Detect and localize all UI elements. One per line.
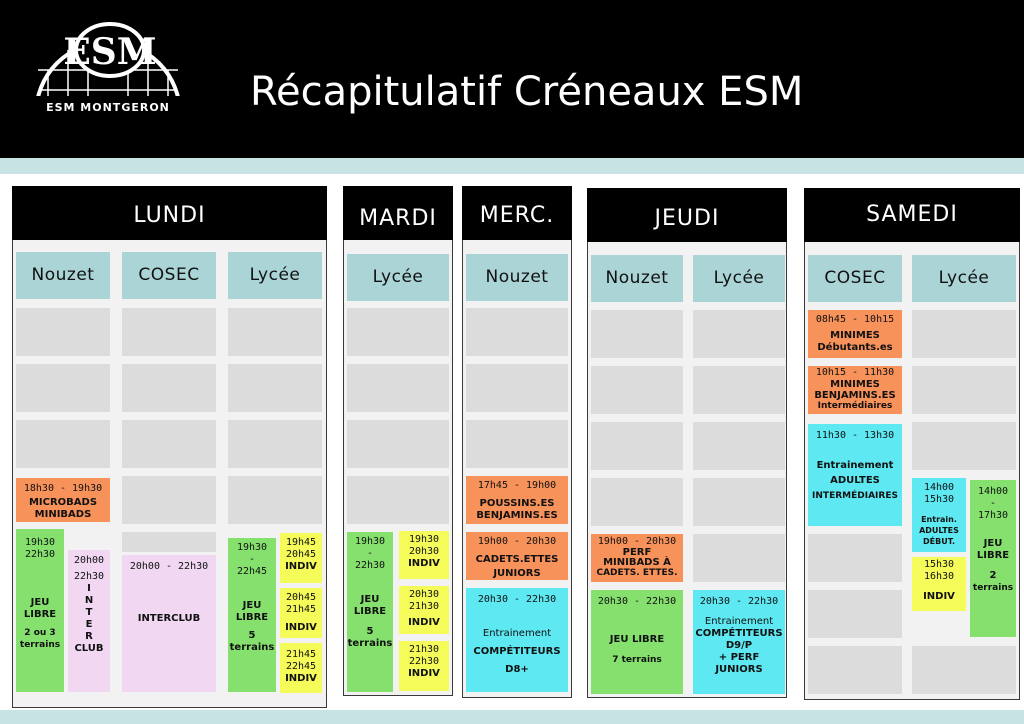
- empty-cell: [808, 590, 902, 638]
- slot-label: ADULTES: [830, 475, 880, 486]
- empty-cell: [808, 646, 902, 694]
- empty-cell: [591, 478, 683, 526]
- slot-mardi-indiv-2: [399, 586, 449, 634]
- slot-label: CADETS.ETTES: [475, 554, 559, 565]
- slot-time: 11h30 - 13h30: [815, 430, 895, 441]
- slot-time: 15h30: [923, 494, 955, 505]
- slot-lundi-jeu-libre: [16, 529, 64, 692]
- slot-merc-competiteurs: [466, 588, 568, 692]
- slot-label: CLUB: [74, 643, 104, 654]
- slot-time: 18h30 - 19h30: [23, 483, 103, 494]
- club-logo: [28, 10, 188, 122]
- slot-label: INDIV: [408, 668, 440, 679]
- slot-time: 20h30: [408, 546, 440, 557]
- slot-mardi-indiv-1: [399, 531, 449, 579]
- slot-label: Entrain.: [921, 515, 957, 524]
- empty-cell: [693, 366, 785, 414]
- slot-label: CADETS. ETTES.: [596, 568, 678, 578]
- slot-label: COMPÉTITEURS: [695, 628, 783, 639]
- slot-label: terrains: [19, 640, 61, 650]
- slot-label: ADULTES: [919, 526, 959, 535]
- empty-cell: [466, 420, 568, 468]
- slot-time: 21h30: [408, 644, 440, 655]
- empty-cell: [122, 532, 216, 552]
- slot-label: Entrainement: [704, 616, 774, 627]
- slot-label: BENJAMINS.ES: [476, 510, 558, 521]
- slot-time: -: [248, 554, 256, 565]
- slot-label: 2 ou 3: [24, 628, 56, 638]
- col-header-lycee: Lycée: [347, 254, 449, 301]
- footer-divider: [0, 710, 1024, 724]
- empty-cell: [466, 364, 568, 412]
- slot-merc-poussins: [466, 476, 568, 524]
- slot-time: 22h30: [408, 656, 440, 667]
- slot-label: 5: [248, 630, 256, 641]
- slot-label: JUNIORS: [715, 664, 763, 675]
- empty-cell: [591, 366, 683, 414]
- slot-label: LIBRE: [976, 550, 1010, 561]
- slot-time: 20h00 - 22h30: [129, 561, 209, 572]
- empty-cell: [693, 534, 785, 582]
- empty-cell: [122, 308, 216, 356]
- slot-time: 19h45: [285, 537, 317, 548]
- slot-time: -: [989, 498, 997, 509]
- slot-label: MICROBADS: [28, 497, 98, 508]
- empty-cell: [347, 420, 449, 468]
- slot-samedi-indiv: [912, 557, 966, 611]
- slot-label: D9/P: [725, 640, 753, 651]
- slot-lundi-cosec-interclub: [122, 555, 216, 692]
- slot-jeudi-perf: [591, 534, 683, 582]
- col-header-lycee: Lycée: [912, 255, 1016, 302]
- slot-label: LIBRE: [23, 609, 57, 620]
- slot-label: + PERF: [718, 652, 760, 663]
- slot-label: 2: [989, 570, 997, 581]
- slot-time: 20h00: [73, 555, 105, 566]
- empty-cell: [591, 422, 683, 470]
- slot-label: JUNIORS: [493, 568, 541, 579]
- slot-time: 19h30: [24, 537, 56, 548]
- slot-microbads: [16, 478, 110, 522]
- slot-lundi-indiv-1: [280, 533, 322, 583]
- slot-time: 15h30: [923, 559, 955, 570]
- slot-time: 20h30 - 22h30: [699, 596, 779, 607]
- slot-label: INDIV: [285, 561, 317, 572]
- day-header-samedi: SAMEDI: [804, 188, 1020, 242]
- logo-text: ESM MONTGERON: [46, 101, 170, 114]
- empty-cell: [122, 364, 216, 412]
- slot-label: JEU: [242, 600, 262, 611]
- col-header-nouzet: Nouzet: [591, 255, 683, 302]
- empty-cell: [347, 476, 449, 524]
- slot-label: LIBRE: [235, 612, 269, 623]
- slot-time: 19h00 - 20h30: [597, 536, 677, 547]
- slot-label: LIBRE: [353, 606, 387, 617]
- empty-cell: [122, 420, 216, 468]
- slot-time: 16h30: [923, 571, 955, 582]
- slot-label: R: [85, 631, 93, 642]
- slot-time: 21h45: [285, 649, 317, 660]
- empty-cell: [912, 646, 1016, 694]
- empty-cell: [228, 364, 322, 412]
- slot-samedi-jeu-libre: [970, 480, 1016, 637]
- empty-cell: [693, 478, 785, 526]
- slot-label: T: [85, 607, 93, 618]
- slot-time: 21h45: [285, 604, 317, 615]
- empty-cell: [693, 422, 785, 470]
- empty-cell: [228, 420, 322, 468]
- slot-samedi-adultes-inter: [808, 424, 902, 526]
- slot-samedi-minimes-1: [808, 310, 902, 358]
- slot-time: 22h30: [24, 549, 56, 560]
- day-header-lundi: LUNDI: [12, 186, 327, 240]
- slot-time: 14h00: [923, 482, 955, 493]
- empty-cell: [912, 422, 1016, 470]
- slot-label: DÉBUT.: [923, 537, 955, 546]
- col-header-nouzet: Nouzet: [466, 254, 568, 301]
- slot-time: 22h45: [285, 661, 317, 672]
- slot-merc-cadets: [466, 532, 568, 580]
- slot-samedi-minimes-2: [808, 366, 902, 414]
- slot-time: 22h30: [354, 560, 386, 571]
- slot-label: E: [85, 619, 93, 630]
- empty-cell: [591, 310, 683, 358]
- slot-time: 19h30: [408, 534, 440, 545]
- day-header-mardi: MARDI: [343, 186, 453, 240]
- slot-label: MINIMES: [830, 379, 880, 390]
- slot-label: Entrainement: [816, 460, 894, 471]
- slot-time: 20h45: [285, 549, 317, 560]
- slot-label: JEU: [983, 538, 1003, 549]
- slot-label: MINIBADS: [34, 509, 92, 520]
- empty-cell: [808, 534, 902, 582]
- slot-time: 17h30: [977, 510, 1009, 521]
- slot-time: 19h30: [354, 536, 386, 547]
- slot-label: terrains: [347, 638, 393, 649]
- slot-jeudi-jeu-libre: [591, 590, 683, 694]
- empty-cell: [347, 364, 449, 412]
- slot-time: 14h00: [977, 486, 1009, 497]
- col-header-nouzet: Nouzet: [16, 252, 110, 299]
- col-header-lycee: Lycée: [693, 255, 785, 302]
- empty-cell: [347, 308, 449, 356]
- slot-label: MINIBADS À: [603, 557, 671, 568]
- slot-label: 7 terrains: [612, 655, 662, 665]
- header-divider: [0, 158, 1024, 174]
- slot-label: D8+: [505, 664, 529, 675]
- col-header-lycee: Lycée: [228, 252, 322, 299]
- slot-time: 08h45 - 10h15: [815, 314, 895, 325]
- slot-mardi-indiv-3: [399, 641, 449, 691]
- slot-label: Intermédiaires: [817, 401, 893, 411]
- slot-label: POUSSINS.ES: [479, 498, 555, 509]
- slot-label: terrains: [229, 642, 275, 653]
- slot-label: JEU: [30, 597, 50, 608]
- day-header-jeudi: JEUDI: [587, 188, 787, 242]
- page-title: Récapitulatif Créneaux ESM: [250, 69, 804, 115]
- slot-label: INDIV: [285, 622, 317, 633]
- slot-label: Débutants.es: [817, 342, 893, 353]
- slot-time: 19h30: [236, 542, 268, 553]
- slot-time: -: [366, 548, 374, 559]
- slot-label: BENJAMINS.ES: [814, 390, 896, 401]
- slot-time: 21h30: [408, 601, 440, 612]
- slot-samedi-adultes-debut: [912, 478, 966, 552]
- empty-cell: [466, 308, 568, 356]
- slot-time: 10h15 - 11h30: [815, 367, 895, 378]
- svg-text:ESM: ESM: [63, 31, 157, 73]
- empty-cell: [16, 420, 110, 468]
- slot-mardi-jeu-libre: [347, 532, 393, 692]
- slot-label: Entrainement: [482, 628, 552, 639]
- slot-time: 20h45: [285, 592, 317, 603]
- empty-cell: [912, 366, 1016, 414]
- slot-label: INTERCLUB: [137, 613, 201, 624]
- slot-time: 20h30: [408, 589, 440, 600]
- empty-cell: [16, 308, 110, 356]
- slot-time: 22h30: [73, 571, 105, 582]
- slot-label: MINIMES: [830, 330, 880, 341]
- slot-lundi-lycee-libre: [228, 538, 276, 692]
- empty-cell: [912, 310, 1016, 358]
- slot-label: I: [87, 583, 91, 594]
- day-header-merc: MERC.: [462, 186, 572, 240]
- slot-label: COMPÉTITEURS: [473, 646, 561, 657]
- slot-label: INTERMÉDIAIRES: [812, 491, 898, 501]
- col-header-cosec: COSEC: [122, 252, 216, 299]
- slot-label: JEU LIBRE: [609, 634, 665, 645]
- slot-label: INDIV: [408, 558, 440, 569]
- slot-lundi-interclub-vertical: [68, 550, 110, 692]
- slot-time: 20h30 - 22h30: [597, 596, 677, 607]
- slot-label: JEU: [360, 594, 380, 605]
- slot-label: INDIV: [408, 617, 440, 628]
- empty-cell: [122, 476, 216, 524]
- slot-jeudi-competiteurs: [693, 590, 785, 694]
- empty-cell: [16, 364, 110, 412]
- slot-label: terrains: [972, 583, 1014, 593]
- empty-cell: [228, 476, 322, 524]
- slot-label: 5: [366, 626, 374, 637]
- slot-label: INDIV: [923, 591, 955, 602]
- empty-cell: [228, 308, 322, 356]
- slot-label: N: [84, 595, 94, 606]
- slot-lundi-indiv-3: [280, 643, 322, 693]
- slot-time: 22h45: [236, 566, 268, 577]
- slot-time: 19h00 - 20h30: [477, 536, 557, 547]
- empty-cell: [693, 310, 785, 358]
- slot-time: 20h30 - 22h30: [477, 594, 557, 605]
- col-header-cosec: COSEC: [808, 255, 902, 302]
- slot-label: PERF: [622, 547, 652, 558]
- slot-time: 17h45 - 19h00: [477, 480, 557, 491]
- slot-label: INDIV: [285, 673, 317, 684]
- slot-lundi-indiv-2: [280, 588, 322, 638]
